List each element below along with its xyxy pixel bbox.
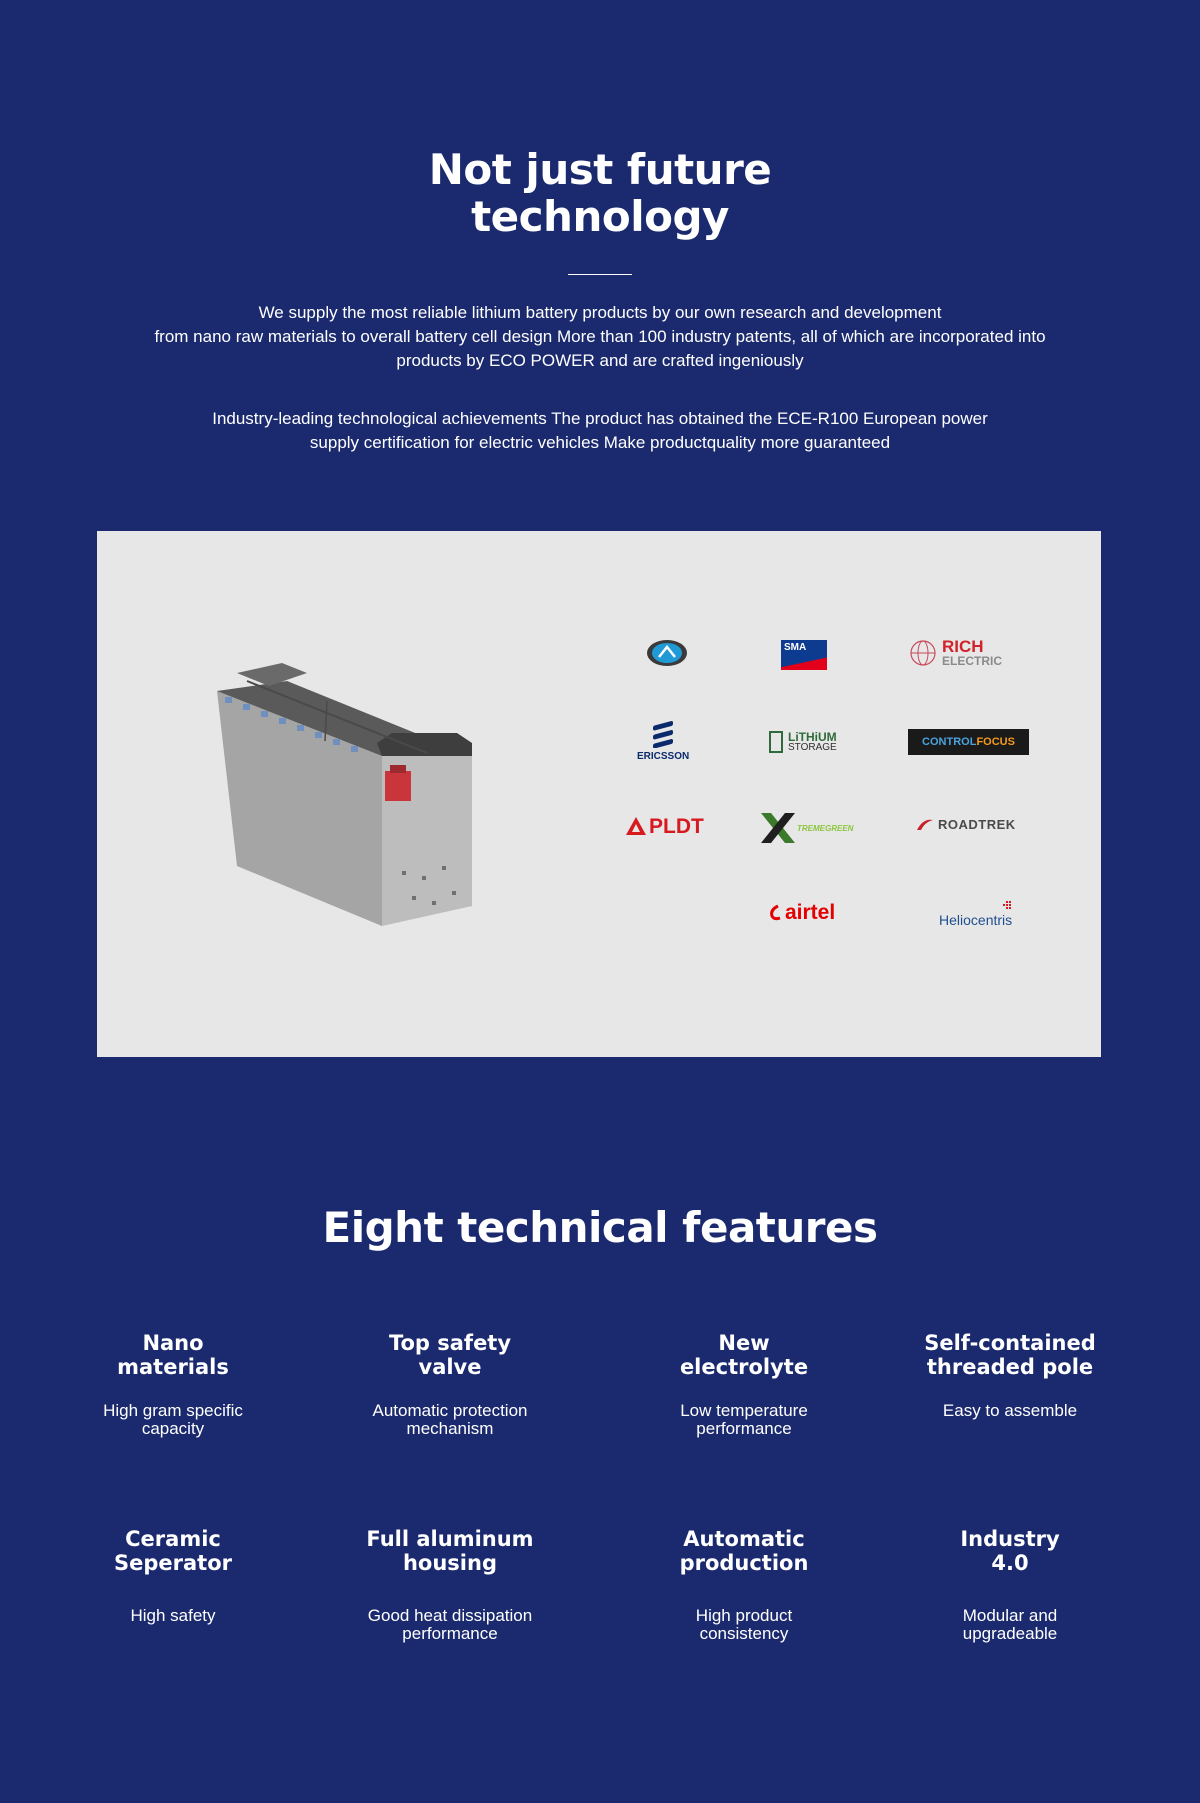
feature-title xyxy=(870,1331,1150,1379)
feature-description xyxy=(33,1402,313,1438)
lithium-storage-wordmark xyxy=(788,731,837,754)
feature-nano-materials xyxy=(33,1331,313,1438)
feature-title xyxy=(33,1527,313,1575)
heliocentris-logo xyxy=(939,901,1012,928)
feature-desc-line: Automatic protection xyxy=(372,1401,528,1420)
feature-desc-line: Modular and xyxy=(962,1606,1058,1625)
feature-top-safety-valve xyxy=(310,1331,590,1438)
paragraph-line: from nano raw materials to overall battery cell design More than 100 industry patents, all of which are incorporated into xyxy=(154,327,1046,346)
feature-title xyxy=(310,1527,590,1575)
feature-title-line: New xyxy=(718,1331,770,1355)
feature-title xyxy=(870,1527,1150,1575)
feature-aluminum-housing xyxy=(310,1527,590,1643)
storage-text: STORAGE xyxy=(788,742,837,753)
ericsson-text: ERICSSON xyxy=(637,751,690,762)
feature-desc-line: High safety xyxy=(130,1606,216,1625)
feature-title xyxy=(604,1527,884,1575)
feature-threaded-pole xyxy=(870,1331,1150,1420)
feature-title-line: housing xyxy=(402,1551,497,1575)
feature-title-line: Ceramic xyxy=(125,1527,221,1551)
xtreme-text: TREMEGREEN xyxy=(797,823,854,833)
feature-description xyxy=(310,1607,590,1643)
feature-title-line: Automatic xyxy=(683,1527,805,1551)
feature-title-line: Seperator xyxy=(114,1551,232,1575)
feature-desc-line: performance xyxy=(696,1419,792,1438)
feature-title-line: production xyxy=(679,1551,809,1575)
airtel-logo xyxy=(768,902,835,923)
globe-icon xyxy=(909,639,937,667)
feature-desc-line: mechanism xyxy=(406,1419,494,1438)
heliocentris-dots-icon xyxy=(996,901,1012,911)
feature-desc-line: performance xyxy=(402,1624,498,1643)
feature-desc-line: Easy to assemble xyxy=(942,1401,1078,1420)
pldt-logo xyxy=(625,815,704,837)
evi-logo-icon xyxy=(645,638,689,668)
x-icon xyxy=(759,809,797,847)
paragraph-line: supply certification for electric vehicles Make productquality more guaranteed xyxy=(309,433,891,452)
paragraph-line: Industry-leading technological achievements The product has obtained the ECE-R100 European power xyxy=(212,409,988,428)
feature-title-line: Nano xyxy=(142,1331,204,1355)
feature-desc-line: Low temperature xyxy=(680,1401,808,1420)
hero-title-line: Not just future xyxy=(428,145,772,194)
feature-title-line: electrolyte xyxy=(679,1355,809,1379)
hero-paragraph-2 xyxy=(0,407,1200,455)
lithium-text: LiTHiUM xyxy=(788,730,837,744)
paragraph-line: products by ECO POWER and are crafted ingeniously xyxy=(396,351,804,370)
feature-desc-line: upgradeable xyxy=(962,1624,1058,1643)
pldt-triangle-icon xyxy=(625,815,647,837)
control-text: CONTROL xyxy=(922,735,977,748)
electric-text: ELECTRIC xyxy=(942,654,1002,668)
sma-logo-badge xyxy=(781,640,827,670)
feature-desc-line: Good heat dissipation xyxy=(367,1606,533,1625)
product-partners-panel xyxy=(97,531,1101,1057)
rich-electric-wordmark xyxy=(942,638,1002,667)
sma-text: SMA xyxy=(784,642,807,653)
feature-title-line: Industry xyxy=(960,1527,1060,1551)
feature-industry-4 xyxy=(870,1527,1150,1643)
feature-new-electrolyte xyxy=(604,1331,884,1438)
sma-logo xyxy=(781,640,827,670)
battery-icon xyxy=(769,731,783,753)
focus-text: FOCUS xyxy=(976,735,1015,748)
hero-paragraph-1 xyxy=(0,301,1200,373)
feature-title-line: Self-contained xyxy=(924,1331,1096,1355)
feature-title xyxy=(33,1331,313,1379)
feature-title-line: valve xyxy=(418,1355,482,1379)
battery-product-image xyxy=(207,661,487,931)
features-title: Eight technical features xyxy=(322,1203,878,1252)
feature-description xyxy=(870,1607,1150,1643)
feature-description xyxy=(604,1607,884,1643)
xtreme-green-logo xyxy=(759,809,853,847)
feature-desc-line: High gram specific xyxy=(103,1401,243,1420)
heliocentris-text: Heliocentris xyxy=(939,912,1013,928)
roadtrek-swoosh-icon xyxy=(915,816,935,832)
feature-description xyxy=(870,1402,1150,1420)
rich-electric-logo xyxy=(909,638,1002,667)
airtel-swirl-icon xyxy=(768,904,782,922)
pldt-text: PLDT xyxy=(649,814,704,838)
feature-description xyxy=(33,1607,313,1625)
feature-ceramic-separator xyxy=(33,1527,313,1625)
feature-title-line: Top safety xyxy=(388,1331,512,1355)
paragraph-line: We supply the most reliable lithium battery products by our own research and development xyxy=(258,303,942,322)
roadtrek-logo xyxy=(915,816,1016,832)
roadtrek-text: ROADTREK xyxy=(938,816,1016,832)
feature-automatic-production xyxy=(604,1527,884,1643)
title-divider xyxy=(568,274,632,275)
airtel-text: airtel xyxy=(785,901,836,924)
ericsson-icon xyxy=(649,718,677,748)
feature-desc-line: High product xyxy=(695,1606,793,1625)
feature-desc-line: capacity xyxy=(141,1419,205,1438)
feature-title-line: materials xyxy=(117,1355,229,1379)
feature-title-line: Full aluminum xyxy=(366,1527,534,1551)
feature-description xyxy=(604,1402,884,1438)
feature-title xyxy=(310,1331,590,1379)
sma-swoosh xyxy=(781,656,827,670)
lithium-storage-logo xyxy=(769,731,837,754)
rich-text: RICH xyxy=(942,637,984,656)
hero-title xyxy=(0,146,1200,240)
feature-title-line: threaded pole xyxy=(926,1355,1094,1379)
feature-title-line: 4.0 xyxy=(991,1551,1029,1575)
feature-description xyxy=(310,1402,590,1438)
feature-title xyxy=(604,1331,884,1379)
evi-logo xyxy=(645,638,689,668)
hero-title-line: technology xyxy=(471,192,729,241)
feature-desc-line: consistency xyxy=(699,1624,789,1643)
ericsson-logo xyxy=(637,718,689,762)
control-focus-logo xyxy=(908,729,1029,755)
